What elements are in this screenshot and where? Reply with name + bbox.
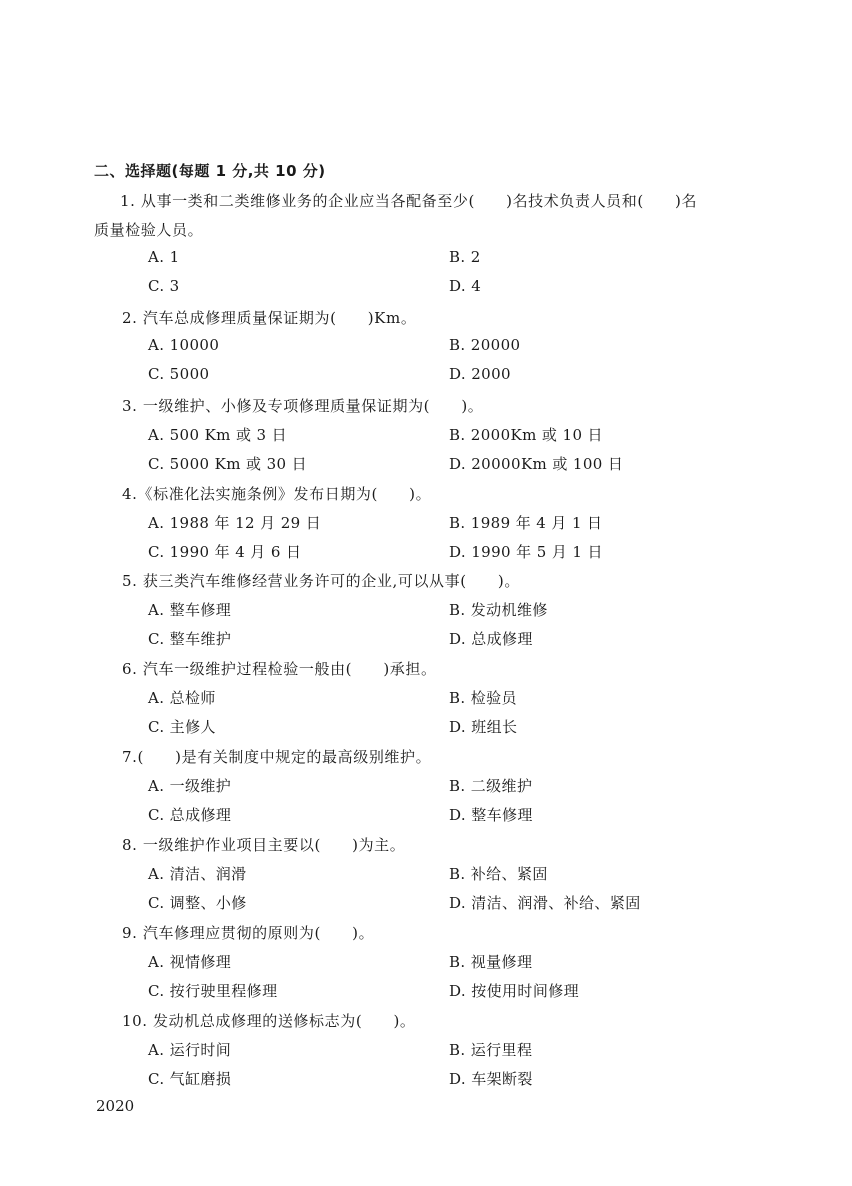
question-1-option-c: C. 3 [148, 277, 180, 295]
question-7-option-b: B. 二级维护 [449, 777, 533, 795]
question-10-stem: 10. 发动机总成修理的送修标志为( )。 [122, 1012, 416, 1030]
question-7-stem: 7.( )是有关制度中规定的最高级别维护。 [122, 748, 432, 766]
question-2-option-d: D. 2000 [449, 365, 512, 383]
question-1-stem: 1. 从事一类和二类维修业务的企业应当各配备至少( )名技术负责人员和( )名 [120, 192, 698, 210]
question-6-option-c: C. 主修人 [148, 718, 216, 736]
question-3-option-c: C. 5000 Km 或 30 日 [148, 455, 308, 473]
question-1-option-d: D. 4 [449, 277, 482, 295]
question-10-option-c: C. 气缸磨损 [148, 1070, 232, 1088]
question-4-option-b: B. 1989 年 4 月 1 日 [449, 514, 603, 532]
question-9-stem: 9. 汽车修理应贯彻的原则为( )。 [122, 924, 375, 942]
question-8-option-d: D. 清洁、润滑、补给、紧固 [449, 894, 641, 912]
question-7-option-a: A. 一级维护 [148, 777, 232, 795]
question-5-option-b: B. 发动机维修 [449, 601, 548, 619]
question-6-option-b: B. 检验员 [449, 689, 517, 707]
question-3-stem: 3. 一级维护、小修及专项修理质量保证期为( )。 [122, 397, 484, 415]
question-4-stem: 4.《标准化法实施条例》发布日期为( )。 [122, 485, 432, 503]
question-4-option-c: C. 1990 年 4 月 6 日 [148, 543, 302, 561]
question-10-option-d: D. 车架断裂 [449, 1070, 533, 1088]
question-3-option-b: B. 2000Km 或 10 日 [449, 426, 603, 444]
question-2-stem: 2. 汽车总成修理质量保证期为( )Km。 [122, 309, 417, 327]
question-1-option-b: B. 2 [449, 248, 481, 266]
question-9-option-a: A. 视情修理 [148, 953, 232, 971]
question-7-option-d: D. 整车修理 [449, 806, 533, 824]
question-6-option-a: A. 总检师 [148, 689, 216, 707]
question-1-stem-continued: 质量检验人员。 [94, 221, 204, 239]
question-8-stem: 8. 一级维护作业项目主要以( )为主。 [122, 836, 406, 854]
question-10-option-a: A. 运行时间 [148, 1041, 232, 1059]
question-2-option-b: B. 20000 [449, 336, 521, 354]
question-9-option-c: C. 按行驶里程修理 [148, 982, 278, 1000]
question-3-option-a: A. 500 Km 或 3 日 [148, 426, 288, 444]
section-title: 二、选择题(每题 1 分,共 10 分) [94, 162, 326, 180]
question-6-stem: 6. 汽车一级维护过程检验一般由( )承担。 [122, 660, 437, 678]
question-7-option-c: C. 总成修理 [148, 806, 232, 824]
question-4-option-d: D. 1990 年 5 月 1 日 [449, 543, 603, 561]
question-3-option-d: D. 20000Km 或 100 日 [449, 455, 624, 473]
question-8-option-b: B. 补给、紧固 [449, 865, 548, 883]
question-8-option-c: C. 调整、小修 [148, 894, 247, 912]
question-1-option-a: A. 1 [148, 248, 180, 266]
question-2-option-c: C. 5000 [148, 365, 210, 383]
question-9-option-d: D. 按使用时间修理 [449, 982, 580, 1000]
question-8-option-a: A. 清洁、润滑 [148, 865, 247, 883]
question-9-option-b: B. 视量修理 [449, 953, 533, 971]
question-5-option-d: D. 总成修理 [449, 630, 533, 648]
question-10-option-b: B. 运行里程 [449, 1041, 533, 1059]
question-5-option-a: A. 整车修理 [148, 601, 232, 619]
question-6-option-d: D. 班组长 [449, 718, 518, 736]
question-5-option-c: C. 整车维护 [148, 630, 232, 648]
question-4-option-a: A. 1988 年 12 月 29 日 [148, 514, 322, 532]
page-number: 2020 [96, 1097, 135, 1115]
question-2-option-a: A. 10000 [148, 336, 220, 354]
question-5-stem: 5. 获三类汽车维修经营业务许可的企业,可以从事( )。 [122, 572, 520, 590]
